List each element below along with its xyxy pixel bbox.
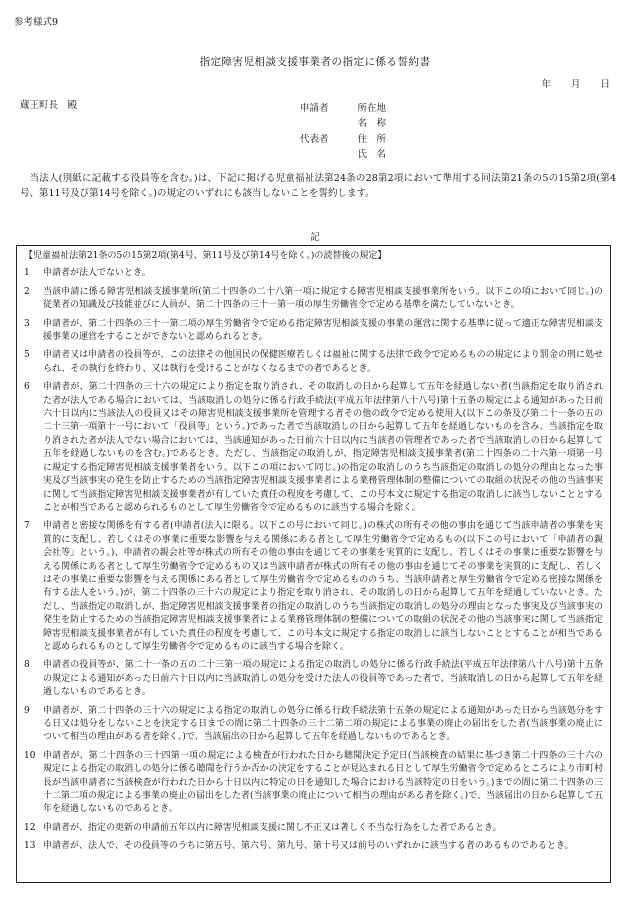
representative-address-row [300,132,386,147]
clause-item [24,286,603,313]
rep-name-label: 氏 名 [357,148,386,160]
clause-number: 5 [24,350,30,361]
clause-list [24,267,603,853]
applicant-role: 申請者 [300,103,329,114]
clause-text: 当該申請に係る障害児相談支援事業所(第二十四条の二十八第一項に規定する障害児相談支援事業所をいう。以下この項において同じ。)の従業者の知識及び技能並びに人員が、第二十四条の三十一第一項の厚生労働省令で定める基準を満たしていないとき。 [43,286,603,311]
applicant-block [300,101,386,162]
clause-text: 申請者の役員等が、第二十一条の五の二十三第一項の規定による指定の取消しの処分に係る行政手続法(平成五年法律第八十八号)第十五条の規定による通知があった日前六十日以内に当該取消しの処分を受けた法人の役員等であった者で、当該取消しの日から起算して五年を経過しないものであるとき。 [43,660,603,698]
clause-number: 6 [24,382,30,393]
clause-text: 申請者が、法人で、その役員等のうちに第五号、第六号、第九号、第十号又は前号のいずれかに該当する者のあるものであるとき。 [43,841,574,852]
clause-number: 8 [24,660,30,671]
clause-item [24,318,603,345]
clause-item [24,750,603,817]
applicant-address-row [300,101,386,116]
clause-number: 13 [24,841,36,852]
clause-number: 9 [24,705,30,716]
clause-item [24,267,603,280]
clause-text: 申請者が、第二十四条の三十六の規定により指定を取り消され、その取消しの日から起算して五年を経過しない者(当該指定を取り消された者が法人である場合においては、当該取消しの処分に係る行政手続法(平成五年法律第八十八号)第十五条の規定による通知があった日前六十日以内に当該法人の役員又はその障害児相談支援事業所を管理する者その他の政令で定める使用人(以下この条及び第二十一条の五の二十三第一項第十一号において「役員等」という。)であった者で当該取消しの日から起算して五年を経過しないものを含み、当該指定を取り消された者が法人でない場合においては、当該通知があった日前六十日以内に当該者の管理者であった者で当該取消しの日から起算して五年を経過しないものを含む。)であるとき。ただし、当該指定の取消しが、指定障害児相談支援事業者(第二十四条の二十六第一項第一号に規定する指定障害児相談支援事業者をいう。以下この項において同じ。)の指定の取消しのうち当該指定の取消しの処分の理由となった事実及び当該事実の発生を防止するための当該指定障害児相談支援事業者による業務管理体制の整備についての取組の状況その他の当該事実に関して当該指定障害児相談支援事業者が有していた責任の程度を考慮して、この号本文に規定する指定の取消しに該当しないこととすることが相当であると認められるものとして厚生労働省令で定めるものに該当する場合を除く。 [43,382,603,513]
addressee: 蔵王町長 殿 [20,100,78,111]
rep-address-label: 住 所 [357,133,386,145]
clause-text: 申請者が、第二十四条の三十一第二項の厚生労働省令で定める指定障害児相談支援の事業の運営に関する基準に従って適正な障害児相談支援事業の運営をすることができないと認められるとき。 [43,318,603,343]
document-title: 指定障害児相談支援事業者の指定に係る誓約書 [199,56,431,68]
provisions-box [16,245,611,883]
date-month: 月 [570,79,581,90]
form-number: 参考様式9 [14,17,59,28]
pledge-preamble: 当法人(別紙に記載する役員等を含む。)は、下記に掲げる児童福祉法第24条の28第2項において準用する同法第21条の5の15第2項(第4号、第11号及び第14号を除く。)の規定のいずれにも該当しないことを誓約します。 [20,173,616,199]
provisions-heading: 【児童福祉法第21条の5の15第2項(第4号、第11号及び第14号を除く。)の読替後の規定】 [24,251,387,261]
representative-role: 代表者 [300,133,329,145]
clause-item [24,659,603,699]
clause-number: 2 [24,286,30,297]
date-line [541,76,610,90]
ki-heading: 記 [310,232,320,243]
clause-text: 申請者が、第二十四条の三十四第一項の規定による検査が行われた日から聴聞決定予定日(当該検査の結果に基づき第二十四条の三十六の規定による指定の取消しの処分に係る聴聞を行うか否かの決定をすることが見込まれる日として厚生労働省令で定めるところにより市町村長が当該申請者に当該検査が行われた日から十日以内に特定の日を通知した場合における当該特定の日をいう。)までの間に第二十四条の三十二第二項の規定による事業の廃止の届出をした者(当該事業の廃止について相当の理由がある者を除く。)で、当該届出の日から起算して五年を経過しないものであるとき。 [43,750,603,815]
clause-item [24,705,603,745]
clause-number: 1 [24,268,30,279]
clause-text: 申請者が、第二十四条の三十六の規定による指定の取消しの処分に係る行政手続法第十五条の規定による通知があった日から当該処分をする日又は処分をしないことを決定する日までの間に第二十四条の三十二第二項の規定による事業の廃止の届出をした者(当該事業の廃止について相当の理由がある者を除く。)で、当該届出の日から起算して五年を経過しないものであるとき。 [43,705,603,743]
clause-item [24,822,603,835]
clause-item [24,520,603,654]
clause-number: 3 [24,318,30,329]
clause-item [24,349,603,376]
applicant-name-row [300,116,386,131]
clause-number: 12 [24,822,36,833]
representative-name-row [300,147,386,162]
name-label: 名 称 [357,118,386,130]
date-day: 日 [600,79,610,90]
clause-item [24,381,603,515]
date-year: 年 [541,79,551,90]
clause-text: 申請者が法人でないとき。 [43,268,151,279]
address-label: 所在地 [357,103,386,114]
clause-item [24,840,603,853]
clause-text: 申請者が、指定の更新の申請前五年以内に障害児相談支援に関し不正又は著しく不当な行為をした者であるとき。 [43,822,502,833]
clause-text: 申請者又は申請者の役員等が、この法律その他国民の保健医療若しくは福祉に関する法律で政令で定めるものの規定により罰金の刑に処せられ、その執行を終わり、又は執行を受けることがなくなるまでの者であるとき。 [43,350,603,374]
clause-number: 10 [24,750,36,761]
clause-text: 申請者と密接な関係を有する者(申請者(法人に限る。以下この号において同じ。)の株式の所有その他の事由を通じて当該申請者の事業を実質的に支配し、若しくはその事業に重要な影響を与える関係にある者として厚生労働省令で定めるもの(以下この号において「申請者の親会社等」という。)、申請者の親会社等が株式の所有その他の事由を通じてその事業を実質的に支配し、若しくはその事業に重要な影響を与える関係にある者として厚生労働省令で定めるもの又は当該申請者が株式の所有その他の事由を通じてその事業を実質的に支配し、若しくはその事業に重要な影響を与える関係にある者として厚生労働省令で定めるもののうち、当該申請者と厚生労働省令で定める密接な関係を有する法人をいう。)が、第二十四条の三十六の規定により指定を取り消され、その取消しの日から起算して五年を経過していないとき。ただし、当該指定の取消しが、指定障害児相談支援事業者の指定の取消しのうち当該指定の取消しの処分の理由となった事実及び当該事実の発生を防止するための当該指定障害児相談支援事業者による業務管理体制の整備についての取組の状況その他の当該事実に関して当該指定障害児相談支援事業者が有していた責任の程度を考慮して、この号本文に規定する指定の取消しに該当しないこととすることが相当であると認められるものとして厚生労働省令で定めるものに該当する場合を除く。 [43,521,603,652]
clause-number: 7 [24,521,30,532]
